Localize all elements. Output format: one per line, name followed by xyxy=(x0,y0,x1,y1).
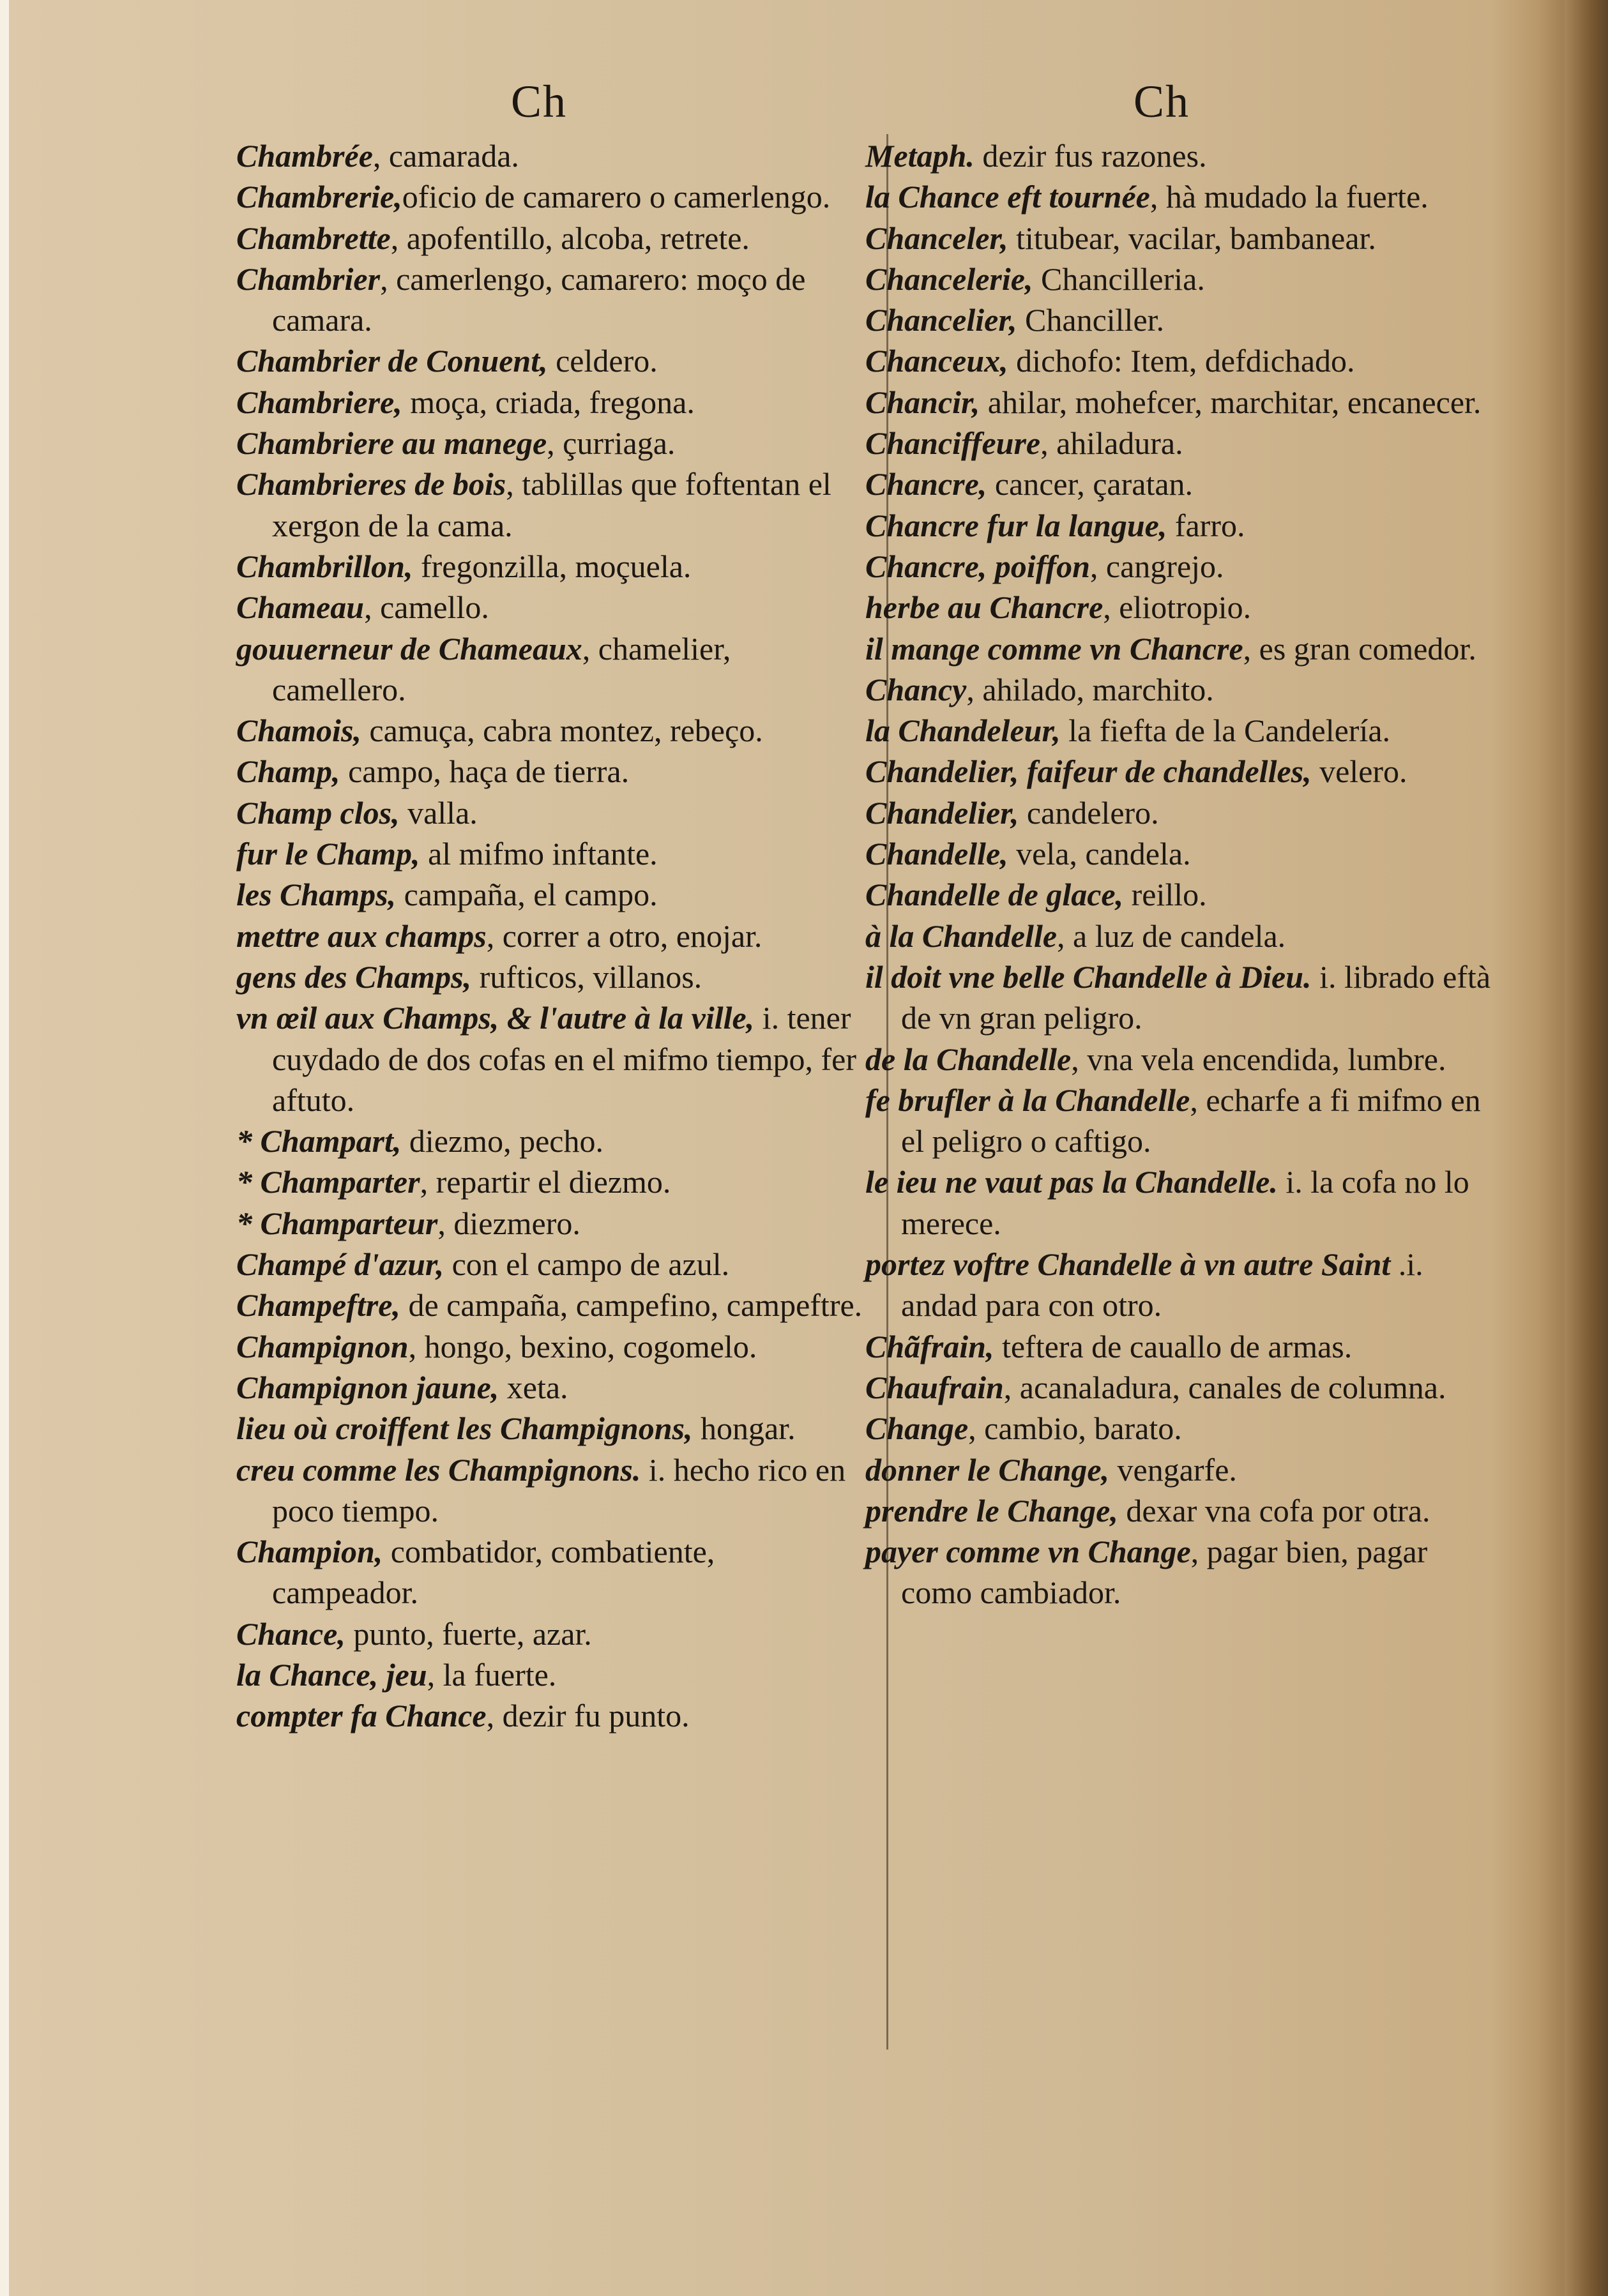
dictionary-entry xyxy=(865,1161,1491,1244)
dictionary-entry xyxy=(236,1326,868,1367)
dictionary-entry xyxy=(865,956,1491,1039)
page-binding-edge xyxy=(1565,0,1608,2296)
entry-headword: fur le Champ, xyxy=(236,836,420,872)
entry-headword: Chambrée xyxy=(236,138,373,174)
entry-headword: Chambrier xyxy=(236,261,381,297)
entry-definition: moça, criada, fregona. xyxy=(402,384,695,420)
entry-definition: oficio de camarero o camerlengo. xyxy=(402,179,831,215)
entry-headword: Chandelle, xyxy=(865,836,1008,872)
entry-definition: dexar vna cofa por otra. xyxy=(1118,1492,1430,1529)
dictionary-entry xyxy=(236,956,868,997)
dictionary-entry xyxy=(236,176,868,217)
entry-headword: creu comme les Champignons. xyxy=(236,1451,641,1488)
entry-definition: , hongo, bexino, cogomelo. xyxy=(408,1328,757,1364)
entry-definition: , ahilado, marchito. xyxy=(966,671,1214,707)
entry-definition: cancer, çaratan. xyxy=(987,466,1194,502)
entry-headword: * Champart, xyxy=(236,1123,402,1159)
entry-headword: Chancy xyxy=(865,671,967,707)
dictionary-entry xyxy=(236,340,868,381)
dictionary-entry xyxy=(865,1449,1491,1490)
entry-headword: Chancre, poiffon xyxy=(865,548,1090,584)
entry-headword: Champignon jaune, xyxy=(236,1369,499,1405)
dictionary-entry xyxy=(865,423,1491,464)
dictionary-entry xyxy=(865,792,1491,833)
entry-headword: les Champs, xyxy=(236,877,397,913)
entry-headword: prendre le Change, xyxy=(865,1492,1118,1529)
entry-definition: , pagar bien, pagar como cambiador. xyxy=(901,1534,1428,1611)
dictionary-entry xyxy=(865,259,1491,299)
entry-definition: , ahiladura. xyxy=(1040,425,1183,462)
dictionary-entry xyxy=(865,1531,1491,1613)
entry-definition: , camarada. xyxy=(372,138,519,174)
dictionary-entry xyxy=(236,710,868,751)
dictionary-entry xyxy=(236,1367,868,1408)
dictionary-entry xyxy=(865,464,1491,504)
dictionary-entry xyxy=(865,833,1491,874)
entry-definition: , a luz de candela. xyxy=(1057,918,1286,954)
entry-definition: , dezir fu punto. xyxy=(486,1698,690,1734)
entry-definition: teftera de cauallo de armas. xyxy=(994,1328,1353,1364)
entry-definition: , diezmero. xyxy=(437,1205,580,1241)
entry-headword: Chanceux, xyxy=(865,343,1008,379)
entry-definition: con el campo de azul. xyxy=(444,1246,730,1283)
dictionary-entry xyxy=(236,1203,868,1244)
dictionary-entry xyxy=(236,1408,868,1449)
dictionary-entry xyxy=(865,710,1491,751)
entry-definition: campo, haça de tierra. xyxy=(340,753,630,790)
dictionary-entry xyxy=(236,1654,868,1695)
dictionary-entry xyxy=(236,1244,868,1285)
dictionary-entry xyxy=(865,546,1491,587)
dictionary-entry xyxy=(865,874,1491,915)
dictionary-entry xyxy=(865,1326,1491,1367)
entry-definition: , repartir el diezmo. xyxy=(420,1164,671,1200)
entry-headword: Metaph. xyxy=(865,138,975,174)
entry-definition: valla. xyxy=(399,794,478,831)
entry-definition: Chancilleria. xyxy=(1033,261,1205,297)
entry-headword: fe brufler à la Chandelle xyxy=(865,1082,1190,1118)
dictionary-entry xyxy=(236,997,868,1121)
dictionary-entry xyxy=(236,874,868,915)
dictionary-entry xyxy=(236,792,868,833)
entry-headword: lieu où croiffent les Champignons, xyxy=(236,1410,693,1447)
dictionary-entry xyxy=(865,505,1491,546)
entry-headword: Champ, xyxy=(236,753,340,790)
dictionary-entry xyxy=(865,628,1491,669)
entry-headword: il doit vne belle Chandelle à Dieu. xyxy=(865,958,1312,995)
entry-definition: combatidor, combatiente, campeador. xyxy=(272,1534,715,1611)
entry-headword: * Champarter xyxy=(236,1164,420,1200)
entry-headword: Chamois, xyxy=(236,713,361,749)
entry-headword: Chaufrain xyxy=(865,1369,1004,1405)
entry-definition: candelero. xyxy=(1019,794,1159,831)
entry-definition: , echarfe a fi mifmo en el peligro o caftigo. xyxy=(901,1082,1481,1159)
entry-definition: reillo. xyxy=(1123,877,1207,913)
entry-headword: * Champarteur xyxy=(236,1205,438,1241)
entry-headword: de la Chandelle xyxy=(865,1041,1072,1077)
dictionary-entry xyxy=(865,1490,1491,1531)
entry-headword: Champion, xyxy=(236,1534,383,1570)
entry-headword: Chambrieres de bois xyxy=(236,466,506,502)
dictionary-entry xyxy=(236,1695,868,1736)
entry-headword: à la Chandelle xyxy=(865,918,1058,954)
entry-definition: .i. andad para con otro. xyxy=(901,1246,1423,1324)
dictionary-entry xyxy=(865,340,1491,381)
dictionary-entry xyxy=(236,1449,868,1532)
entry-definition: , acanaladura, canales de columna. xyxy=(1003,1369,1446,1405)
entry-definition: al mifmo inftante. xyxy=(420,836,658,872)
entry-definition: , cangrejo. xyxy=(1089,548,1224,584)
entry-headword: Chancelerie, xyxy=(865,261,1033,297)
entry-headword: donner le Change, xyxy=(865,1451,1110,1488)
entry-definition: i. tener cuydado de dos cofas en el mifmo tiempo, fer aftuto. xyxy=(272,1000,856,1118)
entry-headword: Chambriere au manege xyxy=(236,425,547,462)
entry-headword: Champé d'azur, xyxy=(236,1246,444,1283)
entry-headword: Chancre, xyxy=(865,466,987,502)
entry-definition: velero. xyxy=(1311,753,1407,790)
dictionary-entry xyxy=(865,669,1491,710)
entry-headword: payer comme vn Change xyxy=(865,1534,1191,1570)
entry-definition: , chamelier, camellero. xyxy=(272,630,731,707)
dictionary-entry xyxy=(236,135,868,176)
entry-headword: Chambrerie, xyxy=(236,179,402,215)
dictionary-entry xyxy=(865,382,1491,423)
entry-definition: , camerlengo, camarero: moço de camara. xyxy=(272,261,806,338)
entry-definition: dezir fus razones. xyxy=(974,138,1207,174)
dictionary-entry xyxy=(865,218,1491,259)
entry-headword: il mange comme vn Chancre xyxy=(865,630,1243,667)
right-column-header: Ch xyxy=(1134,76,1190,127)
entry-headword: Chancelier, xyxy=(865,302,1017,338)
entry-definition: , apofentillo, alcoba, retrete. xyxy=(390,220,750,256)
entry-headword: mettre aux champs xyxy=(236,918,487,954)
entry-headword: Champeftre, xyxy=(236,1287,400,1324)
entry-headword: Chameau xyxy=(236,589,365,626)
entry-definition: la fiefta de la Candelería. xyxy=(1060,713,1391,749)
entry-definition: hongar. xyxy=(692,1410,796,1447)
entry-headword: le ieu ne vaut pas la Chandelle. xyxy=(865,1164,1278,1200)
entry-definition: farro. xyxy=(1167,507,1245,543)
dictionary-entry xyxy=(236,464,868,546)
entry-definition: campaña, el campo. xyxy=(396,877,658,913)
dictionary-entry xyxy=(865,1367,1491,1408)
entry-definition: Chanciller. xyxy=(1017,302,1165,338)
dictionary-entry xyxy=(236,1161,868,1202)
entry-headword: Chambrette xyxy=(236,220,391,256)
entry-definition: fregonzilla, moçuela. xyxy=(413,548,692,584)
entry-headword: herbe au Chancre xyxy=(865,589,1104,626)
entry-definition: , correr a otro, enojar. xyxy=(486,918,762,954)
dictionary-entry xyxy=(236,751,868,792)
dictionary-entry xyxy=(865,299,1491,340)
dictionary-entry xyxy=(236,628,868,711)
dictionary-entry xyxy=(236,1531,868,1613)
dictionary-entry xyxy=(865,751,1491,792)
entry-headword: Chãfrain, xyxy=(865,1328,994,1364)
entry-definition: i. hecho rico en poco tiempo. xyxy=(272,1451,846,1529)
dictionary-entry xyxy=(236,1613,868,1654)
dictionary-entry xyxy=(236,587,868,628)
dictionary-entry xyxy=(236,833,868,874)
entry-headword: portez voftre Chandelle à vn autre Saint xyxy=(865,1246,1391,1283)
entry-headword: gens des Champs, xyxy=(236,958,472,995)
entry-definition: , vna vela encendida, lumbre. xyxy=(1071,1041,1446,1077)
dictionary-entry xyxy=(865,176,1491,217)
entry-headword: la Chandeleur, xyxy=(865,713,1061,749)
entry-definition: camuça, cabra montez, rebeço. xyxy=(361,713,763,749)
entry-headword: Chancir, xyxy=(865,384,980,420)
dictionary-entry xyxy=(236,423,868,464)
dictionary-entry xyxy=(865,1080,1491,1162)
entry-definition: diezmo, pecho. xyxy=(401,1123,603,1159)
dictionary-entry xyxy=(865,1244,1491,1326)
entry-headword: Chambrillon, xyxy=(236,548,413,584)
entry-definition: xeta. xyxy=(499,1369,568,1405)
entry-definition: , la fuerte. xyxy=(427,1656,557,1693)
entry-definition: , tablillas que foftentan el xergon de la cama. xyxy=(272,466,831,543)
entry-definition: titubear, vacilar, bambanear. xyxy=(1008,220,1376,256)
entry-definition: vela, candela. xyxy=(1008,836,1191,872)
left-entry-list xyxy=(236,135,868,1737)
entry-headword: vn œil aux Champs, & l'autre à la ville, xyxy=(236,1000,755,1036)
entry-definition: ahilar, mohefcer, marchitar, encanecer. xyxy=(980,384,1482,420)
entry-headword: Chambrier de Conuent, xyxy=(236,343,548,379)
entry-headword: gouuerneur de Chameaux xyxy=(236,630,582,667)
entry-headword: Chambriere, xyxy=(236,384,402,420)
entry-headword: Champignon xyxy=(236,1328,409,1364)
left-column-header: Ch xyxy=(511,76,568,127)
entry-definition: i. la cofa no lo merece. xyxy=(901,1164,1469,1241)
entry-headword: Chanciffeure xyxy=(865,425,1041,462)
entry-definition: , es gran comedor. xyxy=(1243,630,1476,667)
entry-headword: Chandelier, faifeur de chandelles, xyxy=(865,753,1312,790)
entry-definition: rufticos, villanos. xyxy=(471,958,702,995)
entry-definition: vengarfe. xyxy=(1109,1451,1237,1488)
entry-definition: i. librado eftà de vn gran peligro. xyxy=(901,958,1491,1036)
dictionary-entry xyxy=(236,1121,868,1161)
dictionary-entry xyxy=(236,382,868,423)
entry-definition: , çurriaga. xyxy=(547,425,676,462)
entry-headword: Chance, xyxy=(236,1615,345,1652)
dictionary-entry xyxy=(236,218,868,259)
entry-headword: Chandelier, xyxy=(865,794,1019,831)
dictionary-entry xyxy=(236,546,868,587)
entry-headword: la Chance eft tournée xyxy=(865,179,1150,215)
entry-definition: , cambio, barato. xyxy=(968,1410,1182,1447)
entry-definition: de campaña, campefino, campeftre. xyxy=(400,1287,863,1324)
entry-headword: compter fa Chance xyxy=(236,1698,487,1734)
dictionary-entry xyxy=(865,587,1491,628)
entry-headword: Chanceler, xyxy=(865,220,1008,256)
entry-definition: , eliotropio. xyxy=(1103,589,1252,626)
entry-definition: dichofo: Item, defdichado. xyxy=(1008,343,1355,379)
right-entry-list xyxy=(865,135,1491,1613)
entry-definition: , camello. xyxy=(364,589,489,626)
dictionary-entry xyxy=(865,916,1491,956)
entry-headword: Change xyxy=(865,1410,969,1447)
dictionary-entry xyxy=(236,1285,868,1325)
entry-definition: punto, fuerte, azar. xyxy=(345,1615,592,1652)
dictionary-entry xyxy=(865,135,1491,176)
dictionary-entry xyxy=(236,916,868,956)
entry-headword: Chandelle de glace, xyxy=(865,877,1124,913)
entry-headword: Chancre fur la langue, xyxy=(865,507,1167,543)
entry-definition: , hà mudado la fuerte. xyxy=(1149,179,1429,215)
entry-headword: Champ clos, xyxy=(236,794,400,831)
dictionary-entry xyxy=(865,1408,1491,1449)
dictionary-entry xyxy=(865,1039,1491,1080)
dictionary-entry xyxy=(236,259,868,341)
entry-headword: la Chance, jeu xyxy=(236,1656,427,1693)
entry-definition: celdero. xyxy=(547,343,658,379)
